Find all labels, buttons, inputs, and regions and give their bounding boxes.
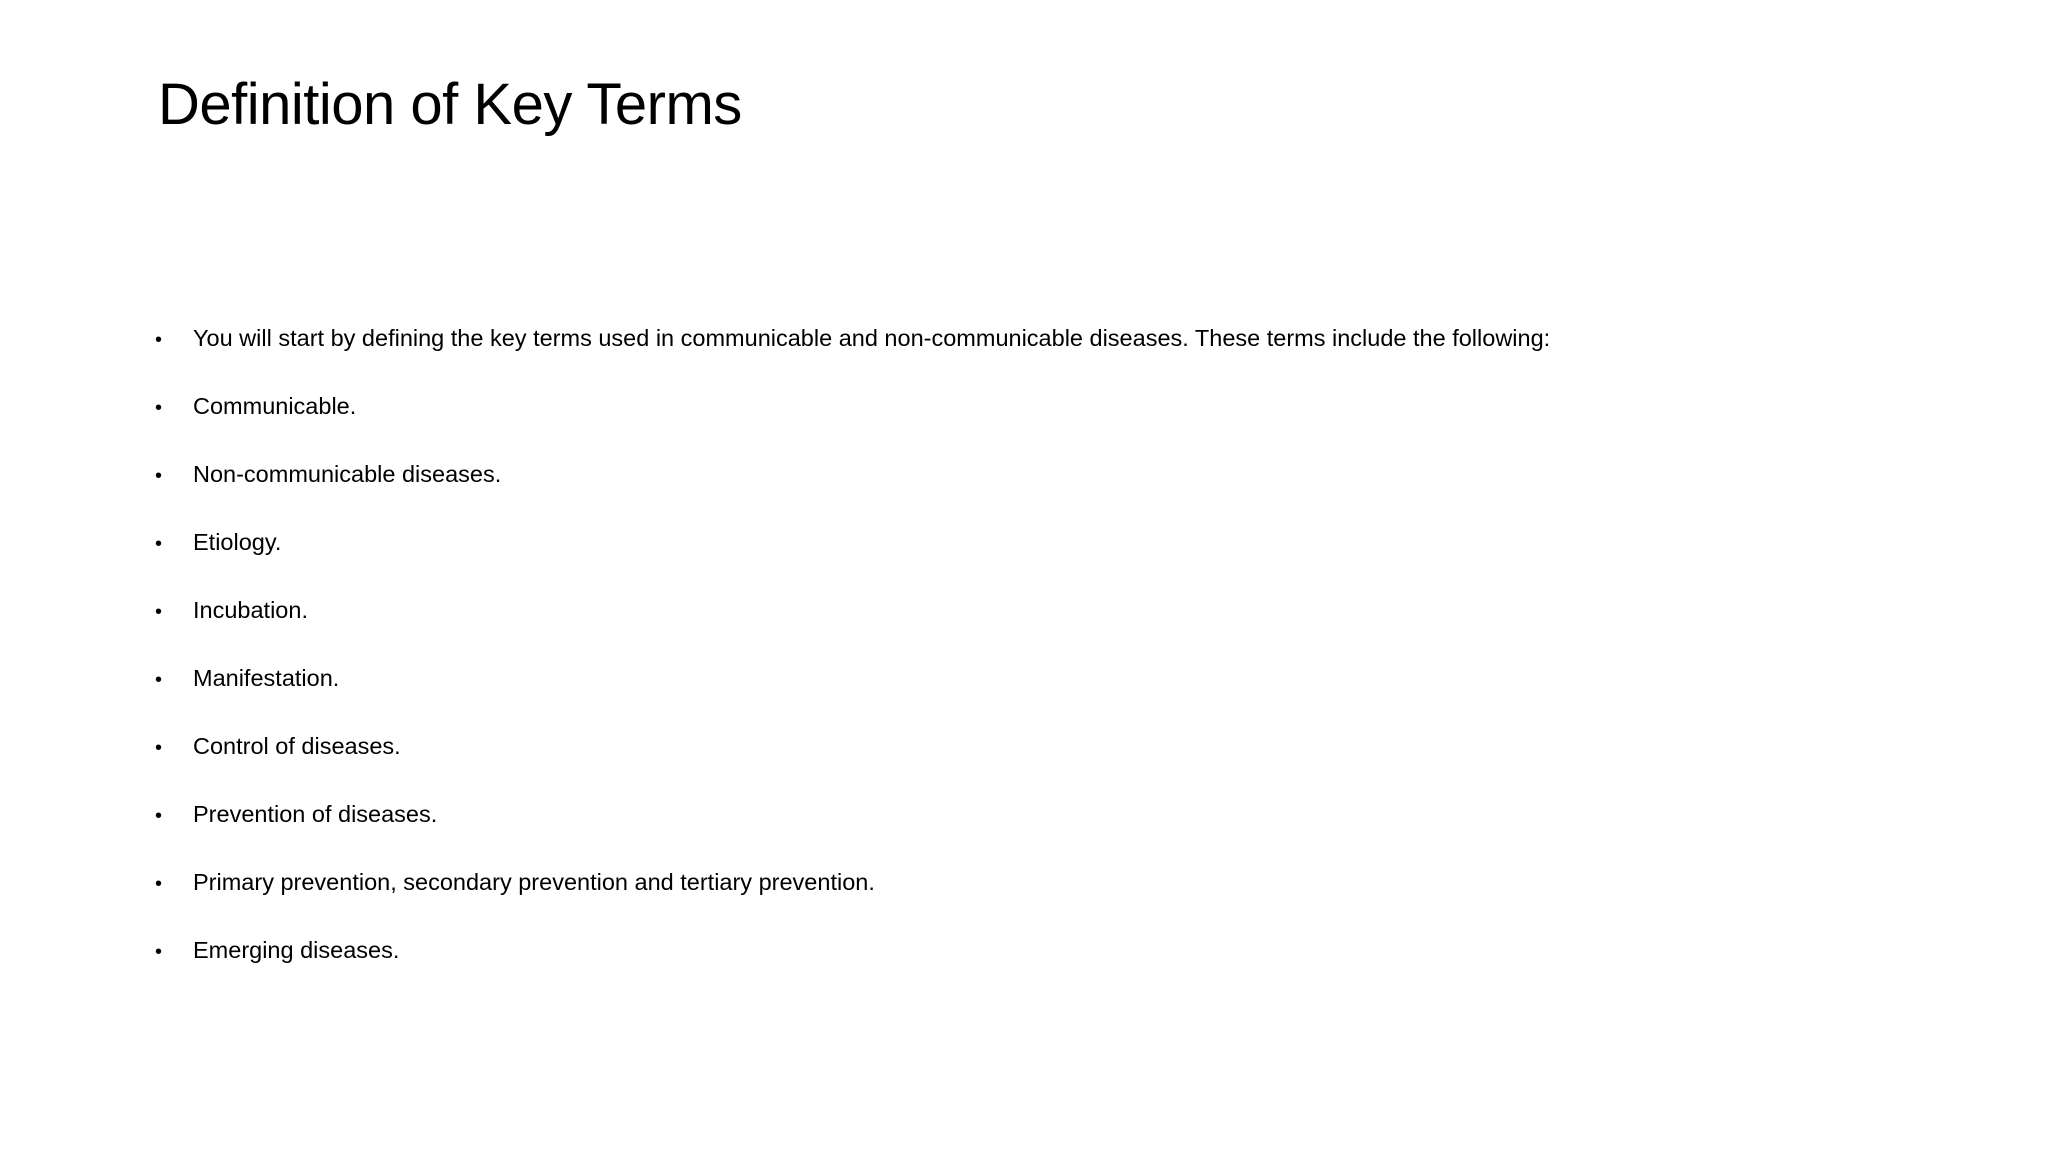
bullet-item-prevention <box>155 801 1955 869</box>
bullet-text: Incubation. <box>193 597 308 623</box>
bullet-item-communicable <box>155 393 1955 461</box>
bullet-text: Emerging diseases. <box>193 937 400 963</box>
bullet-text: You will start by defining the key terms used in communicable and non-communicable diseases. These terms include the following: <box>193 325 1551 351</box>
bullet-item-intro <box>155 325 1955 393</box>
bullet-icon: • <box>155 805 163 827</box>
slide-title: Definition of Key Terms <box>158 72 742 137</box>
bullet-text: Etiology. <box>193 529 282 555</box>
bullet-text: Communicable. <box>193 393 357 419</box>
bullet-list <box>155 325 1955 1005</box>
bullet-item-emerging <box>155 937 1955 1005</box>
bullet-icon: • <box>155 873 163 895</box>
bullet-text: Manifestation. <box>193 665 340 691</box>
bullet-item-prevention-levels <box>155 869 1955 937</box>
bullet-item-incubation <box>155 597 1955 665</box>
bullet-icon: • <box>155 465 163 487</box>
bullet-item-non-communicable <box>155 461 1955 529</box>
bullet-icon: • <box>155 329 163 351</box>
bullet-item-manifestation <box>155 665 1955 733</box>
bullet-text: Non-communicable diseases. <box>193 461 502 487</box>
bullet-text: Prevention of diseases. <box>193 801 438 827</box>
bullet-icon: • <box>155 397 163 419</box>
bullet-icon: • <box>155 669 163 691</box>
bullet-item-control <box>155 733 1955 801</box>
bullet-icon: • <box>155 941 163 963</box>
bullet-item-etiology <box>155 529 1955 597</box>
bullet-icon: • <box>155 601 163 623</box>
bullet-icon: • <box>155 737 163 759</box>
bullet-text: Primary prevention, secondary prevention and tertiary prevention. <box>193 869 875 895</box>
bullet-icon: • <box>155 533 163 555</box>
bullet-text: Control of diseases. <box>193 733 401 759</box>
